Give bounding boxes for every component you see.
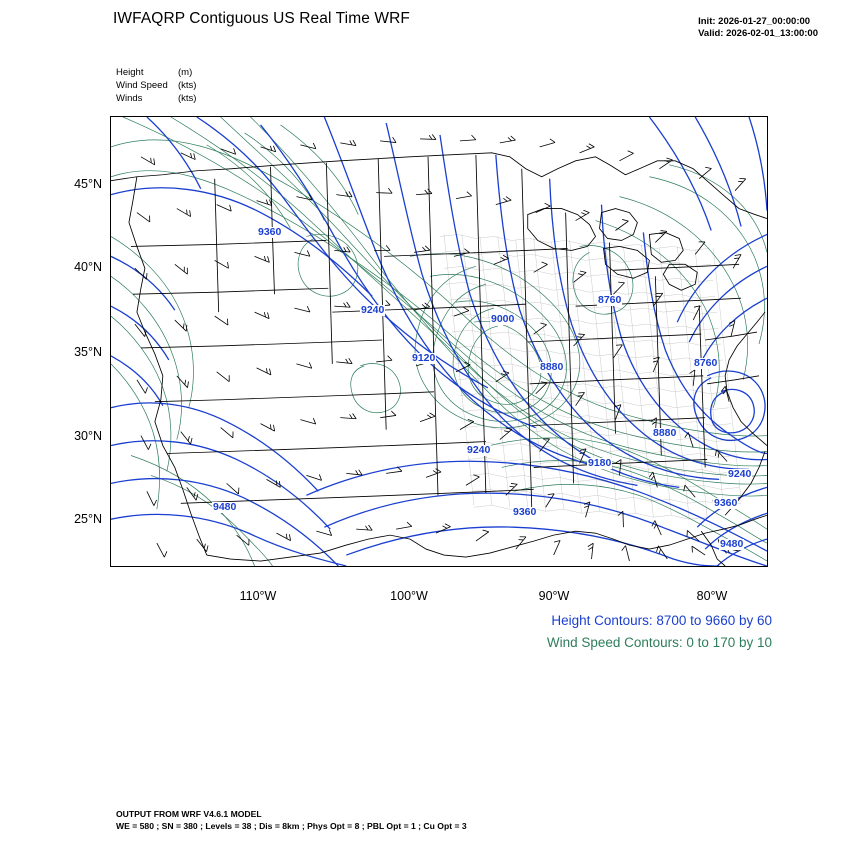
variable-row-wind-speed [116, 79, 196, 92]
contour-label: 9180 [588, 457, 612, 469]
contour-label: 9000 [491, 313, 515, 325]
variable-units-wind-speed: (kts) [178, 80, 197, 91]
x-tick-80w: 80°W [696, 589, 728, 603]
contour-label: 9120 [412, 352, 436, 364]
x-tick-90w: 90°W [538, 589, 570, 603]
contour-label: 8760 [694, 357, 718, 369]
variable-units-height: (m) [178, 67, 193, 78]
contour-label: 9360 [714, 497, 738, 509]
x-tick-100w: 100°W [390, 589, 428, 603]
contour-label: 9480 [720, 538, 744, 550]
height-contours [111, 117, 767, 566]
y-tick-40n: 40°N [74, 260, 102, 274]
contour-label: 9480 [213, 501, 237, 513]
init-valid-block [698, 16, 818, 40]
y-tick-35n: 35°N [74, 345, 102, 359]
x-tick-110w: 110°W [239, 589, 277, 603]
map-plot-area[interactable] [110, 116, 768, 567]
contour-label: 9360 [258, 226, 282, 238]
y-tick-30n: 30°N [74, 429, 102, 443]
y-tick-45n: 45°N [74, 177, 102, 191]
variable-row-winds [116, 92, 196, 105]
wind-contours-legend: Wind Speed Contours: 0 to 170 by 10 [546, 635, 772, 650]
model-footer [116, 809, 467, 832]
height-contours-legend: Height Contours: 8700 to 9660 by 60 [551, 613, 772, 628]
variable-name-winds: Winds [116, 93, 143, 104]
page-title: IWFAQRP Contiguous US Real Time WRF [113, 10, 410, 27]
contour-label: 9240 [728, 468, 752, 480]
contour-label: 9360 [513, 506, 537, 518]
valid-time: Valid: 2026-02-01_13:00:00 [698, 28, 818, 39]
variable-list [116, 66, 196, 105]
contour-label: 8880 [653, 427, 677, 439]
variable-name-wind-speed: Wind Speed [116, 80, 168, 91]
footer-line-2: WE = 580 ; SN = 380 ; Levels = 38 ; Dis = 8km ; Phys Opt = 8 ; PBL Opt = 1 ; Cu Opt = 3 [116, 820, 467, 831]
map-svg [111, 117, 767, 566]
contour-label: 9240 [361, 304, 385, 316]
contour-label: 8760 [598, 294, 622, 306]
variable-units-winds: (kts) [178, 93, 197, 104]
init-time: Init: 2026-01-27_00:00:00 [698, 16, 811, 27]
contour-label: 8880 [540, 361, 564, 373]
variable-row-height [116, 66, 196, 79]
y-tick-25n: 25°N [74, 512, 102, 526]
footer-line-1: OUTPUT FROM WRF V4.6.1 MODEL [116, 809, 262, 819]
wind-speed-contours [111, 117, 767, 566]
variable-name-height: Height [116, 67, 144, 78]
contour-label: 9240 [467, 444, 491, 456]
